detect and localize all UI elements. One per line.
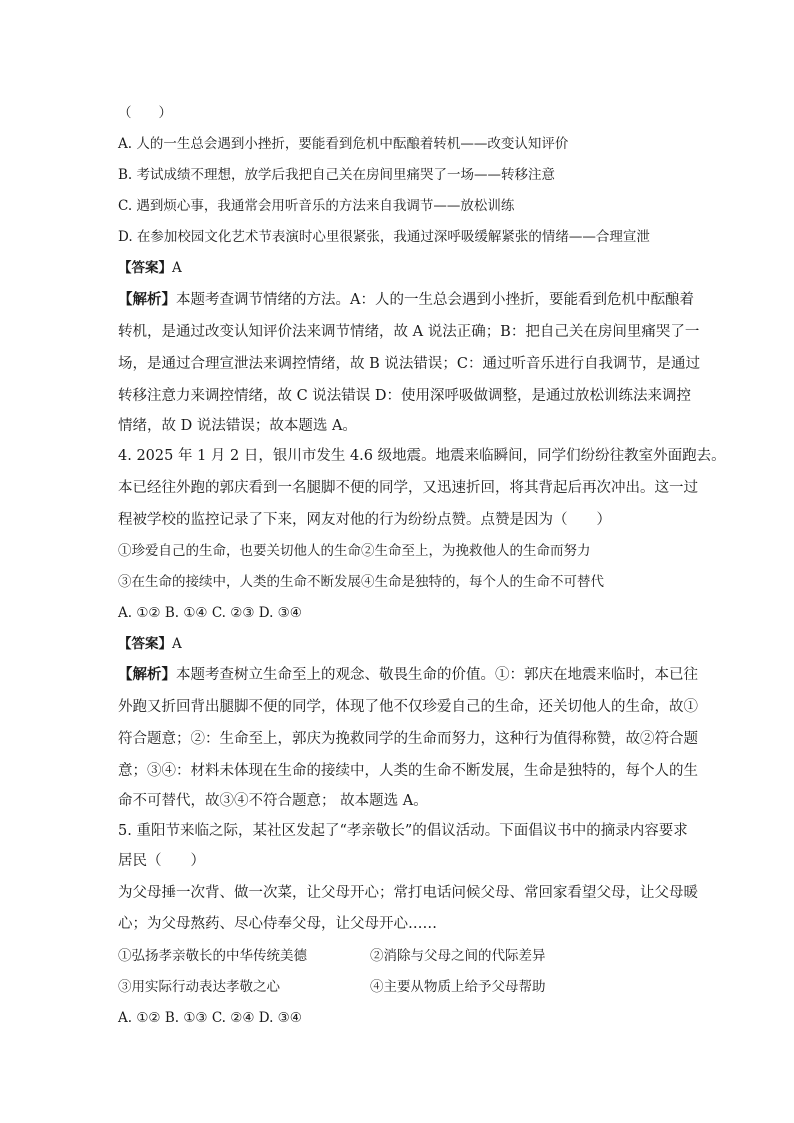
- q4-choices: A. ①② B. ①④ C. ②③ D. ③④: [118, 605, 302, 621]
- q5-stem-line: 5. 重阳节来临之际，某社区发起了“孝亲敬长”的倡议活动。下面倡议书中的摘录内容要求: [118, 823, 688, 839]
- q3-stem-tail: （ ）: [118, 105, 172, 121]
- analysis-text: 本题考查调节情绪的方法。A：人的一生总会遇到小挫折，要能看到危机中酝酿着: [176, 292, 694, 308]
- q3-analysis-line: 转移注意力来调控情绪，故 C 说法错误 D：使用深呼吸做调整，是通过放松训练法来调控: [118, 388, 692, 404]
- q3-answer: [118, 258, 182, 278]
- q5-excerpt-line: 心；为父母熬药、尽心侍奉父母，让父母开心……: [118, 916, 437, 932]
- q3-analysis-line: 转机，是通过改变认知评价法来调节情绪，故 A 说法正确；B：把自己关在房间里痛哭了一: [118, 324, 700, 340]
- q4-stem-line: 程被学校的监控记录了下来，网友对他的行为纷纷点赞。点赞是因为（ ）: [118, 512, 611, 528]
- analysis-tag: 【解析】: [118, 666, 176, 683]
- answer-tag: 【答案】: [118, 260, 172, 276]
- q3-analysis-line: [118, 290, 694, 310]
- analysis-text: 本题考查树立生命至上的观念、敬畏生命的价值。①：郭庆在地震来临时，本已往: [176, 667, 698, 683]
- q3-analysis-line: 情绪，故 D 说法错误；故本题选 A。: [118, 418, 357, 434]
- q4-analysis-line: 意；③④：材料未体现在生命的接续中，人类的生命不断发展，生命是独特的，每个人的生: [118, 763, 698, 779]
- q5-item-3: ③用实际行动表达孝敬之心: [118, 979, 280, 995]
- q4-analysis-line: 命不可替代，故③④不符合题意； 故本题选 A。: [118, 793, 428, 809]
- q5-choices: A. ①② B. ①③ C. ②④ D. ③④: [118, 1010, 302, 1026]
- q3-analysis-line: 场，是通过合理宣泄法来调控情绪，故 B 说法错误；C：通过听音乐进行自我调节，是通过: [118, 356, 700, 372]
- q5-item-4: ④主要从物质上给予父母帮助: [370, 979, 546, 995]
- answer-value: A: [172, 636, 182, 652]
- q3-option-a: A. 人的一生总会遇到小挫折，要能看到危机中酝酿着转机——改变认知评价: [118, 136, 569, 152]
- q5-item-2: ②消除与父母之间的代际差异: [370, 948, 546, 964]
- q3-option-b: B. 考试成绩不理想，放学后我把自己关在房间里痛哭了一场——转移注意: [118, 167, 556, 183]
- q5-item-row: [118, 946, 546, 966]
- q4-answer: [118, 634, 182, 654]
- q5-item-row: [118, 977, 546, 997]
- q5-excerpt-line: 为父母捶一次背、做一次菜，让父母开心；常打电话问候父母、常回家看望父母，让父母暖: [118, 885, 698, 901]
- q5-item-1: ①弘扬孝亲敬长的中华传统美德: [118, 948, 307, 964]
- answer-value: A: [172, 260, 182, 276]
- q4-stem-line: 4. 2025 年 1 月 2 日，银川市发生 4.6 级地震。地震来临瞬间，同学们纷纷往教室外面跑去。: [118, 448, 726, 464]
- q4-item-row: ①珍爱自己的生命，也要关切他人的生命②生命至上，为挽救他人的生命而努力: [118, 543, 591, 559]
- q3-option-d: D. 在参加校园文化艺术节表演时心里很紧张，我通过深呼吸缓解紧张的情绪——合理宣泄: [118, 229, 650, 245]
- q4-analysis-line: 外跑又折回背出腿脚不便的同学，体现了他不仅珍爱自己的生命，还关切他人的生命，故①: [118, 699, 698, 715]
- q5-stem-line: 居民（ ）: [118, 853, 205, 869]
- q4-stem-line: 本已经往外跑的郭庆看到一名腿脚不便的同学，又迅速折回，将其背起后再次冲出。这一过: [118, 480, 698, 496]
- q4-item-row: ③在生命的接续中，人类的生命不断发展④生命是独特的，每个人的生命不可替代: [118, 574, 604, 590]
- q4-analysis-line: [118, 665, 698, 685]
- q4-analysis-line: 符合题意；②：生命至上，郭庆为挽救同学的生命而努力，这种行为值得称赞，故②符合题: [118, 731, 698, 747]
- answer-tag: 【答案】: [118, 636, 172, 652]
- analysis-tag: 【解析】: [118, 291, 176, 308]
- q3-option-c: C. 遇到烦心事，我通常会用听音乐的方法来自我调节——放松训练: [118, 198, 515, 214]
